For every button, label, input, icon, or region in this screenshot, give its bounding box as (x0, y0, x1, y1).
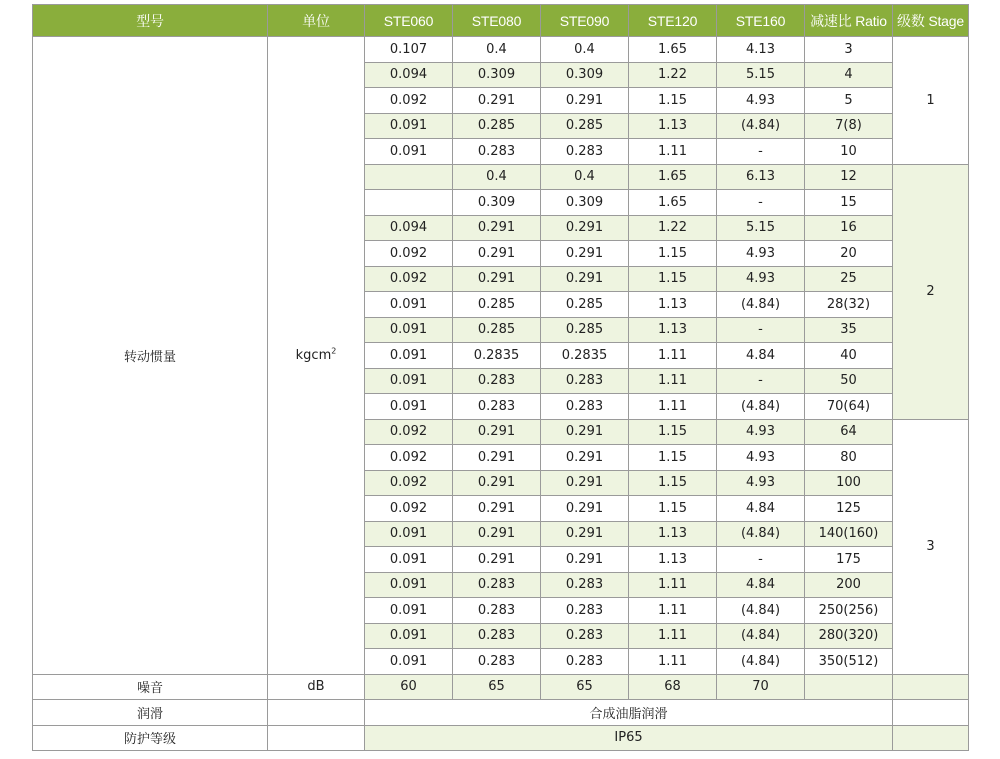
inertia-value-cell: 0.091 (365, 623, 453, 649)
protection-value: IP65 (365, 725, 893, 751)
ratio-cell: 35 (805, 317, 893, 343)
header-model: 型号 (33, 5, 268, 37)
inertia-value-cell: 0.291 (541, 521, 629, 547)
inertia-value-cell: 1.15 (629, 496, 717, 522)
noise-value-cell: 65 (453, 674, 541, 700)
lubrication-value: 合成油脂润滑 (365, 700, 893, 726)
inertia-value-cell: 0.283 (541, 649, 629, 675)
inertia-value-cell: 4.84 (717, 496, 805, 522)
inertia-value-cell: 0.291 (453, 470, 541, 496)
inertia-value-cell: 1.15 (629, 470, 717, 496)
inertia-value-cell: (4.84) (717, 598, 805, 624)
inertia-value-cell: 0.285 (541, 113, 629, 139)
inertia-value-cell: 1.22 (629, 215, 717, 241)
inertia-value-cell: 1.11 (629, 572, 717, 598)
inertia-value-cell: 0.291 (453, 547, 541, 573)
inertia-value-cell: 1.13 (629, 317, 717, 343)
inertia-value-cell: 0.309 (541, 190, 629, 216)
inertia-value-cell: 0.291 (541, 496, 629, 522)
ratio-cell: 80 (805, 445, 893, 471)
ratio-cell: 12 (805, 164, 893, 190)
inertia-value-cell: 1.13 (629, 292, 717, 318)
ratio-cell: 20 (805, 241, 893, 267)
inertia-value-cell: (4.84) (717, 113, 805, 139)
inertia-value-cell: 4.84 (717, 572, 805, 598)
inertia-unit (268, 37, 365, 675)
inertia-value-cell: 0.283 (541, 598, 629, 624)
inertia-value-cell: 0.291 (541, 88, 629, 114)
inertia-value-cell: 0.091 (365, 317, 453, 343)
ratio-cell: 100 (805, 470, 893, 496)
inertia-value-cell: 0.4 (541, 37, 629, 63)
inertia-value-cell: (4.84) (717, 394, 805, 420)
inertia-value-cell: 0.091 (365, 368, 453, 394)
inertia-value-cell: 1.11 (629, 343, 717, 369)
ratio-cell: 350(512) (805, 649, 893, 675)
stage-cell: 3 (893, 419, 969, 674)
inertia-value-cell: (4.84) (717, 521, 805, 547)
inertia-value-cell: 0.4 (453, 37, 541, 63)
inertia-value-cell: 1.13 (629, 521, 717, 547)
noise-stage-empty (893, 674, 969, 700)
inertia-unit-base: kgcm (295, 347, 332, 363)
ratio-cell: 15 (805, 190, 893, 216)
inertia-value-cell: 0.283 (453, 368, 541, 394)
inertia-value-cell: 0.285 (453, 113, 541, 139)
inertia-value-cell: 0.283 (453, 623, 541, 649)
inertia-value-cell: 4.93 (717, 445, 805, 471)
noise-ratio-empty (805, 674, 893, 700)
inertia-value-cell: 1.11 (629, 394, 717, 420)
inertia-value-cell: 0.291 (541, 215, 629, 241)
header-ste060: STE060 (365, 5, 453, 37)
inertia-value-cell: 1.22 (629, 62, 717, 88)
inertia-value-cell: 1.65 (629, 37, 717, 63)
inertia-value-cell: 0.285 (453, 292, 541, 318)
inertia-value-cell: 0.283 (453, 572, 541, 598)
ratio-cell: 28(32) (805, 292, 893, 318)
inertia-value-cell: 0.309 (453, 190, 541, 216)
inertia-value-cell: 0.091 (365, 139, 453, 165)
inertia-value-cell: 1.15 (629, 88, 717, 114)
inertia-value-cell: (4.84) (717, 649, 805, 675)
ratio-cell: 10 (805, 139, 893, 165)
inertia-value-cell: 0.285 (541, 292, 629, 318)
inertia-value-cell: 4.13 (717, 37, 805, 63)
inertia-value-cell: 4.93 (717, 470, 805, 496)
inertia-value-cell: 0.094 (365, 62, 453, 88)
inertia-value-cell: 0.091 (365, 343, 453, 369)
inertia-value-cell: 0.291 (453, 445, 541, 471)
inertia-value-cell: 4.93 (717, 241, 805, 267)
inertia-value-cell: 0.091 (365, 572, 453, 598)
header-ratio: 减速比 Ratio (805, 5, 893, 37)
ratio-cell: 50 (805, 368, 893, 394)
spec-table (32, 4, 969, 751)
inertia-value-cell: 6.13 (717, 164, 805, 190)
ratio-cell: 200 (805, 572, 893, 598)
inertia-value-cell: 4.93 (717, 419, 805, 445)
inertia-value-cell: 0.291 (453, 266, 541, 292)
ratio-cell: 125 (805, 496, 893, 522)
inertia-value-cell: 0.091 (365, 292, 453, 318)
ratio-cell: 250(256) (805, 598, 893, 624)
inertia-value-cell: 0.283 (453, 649, 541, 675)
inertia-value-cell: 0.091 (365, 113, 453, 139)
stage-cell: 2 (893, 164, 969, 419)
inertia-value-cell: 0.091 (365, 598, 453, 624)
inertia-value-cell: (4.84) (717, 292, 805, 318)
inertia-value-cell: 0.285 (453, 317, 541, 343)
stage-cell: 1 (893, 37, 969, 165)
ratio-cell: 175 (805, 547, 893, 573)
inertia-value-cell: 0.2835 (453, 343, 541, 369)
inertia-value-cell: 0.091 (365, 394, 453, 420)
inertia-value-cell: - (717, 368, 805, 394)
inertia-value-cell: 4.93 (717, 266, 805, 292)
header-unit: 单位 (268, 5, 365, 37)
header-ste120: STE120 (629, 5, 717, 37)
inertia-value-cell: 1.15 (629, 266, 717, 292)
inertia-value-cell: 0.2835 (541, 343, 629, 369)
inertia-value-cell: 4.93 (717, 88, 805, 114)
ratio-cell: 5 (805, 88, 893, 114)
ratio-cell: 16 (805, 215, 893, 241)
noise-value-cell: 65 (541, 674, 629, 700)
inertia-value-cell: 0.283 (453, 394, 541, 420)
inertia-value-cell: 0.283 (541, 368, 629, 394)
inertia-value-cell: 0.092 (365, 266, 453, 292)
inertia-value-cell: 1.65 (629, 164, 717, 190)
inertia-value-cell: 0.283 (541, 139, 629, 165)
inertia-value-cell (365, 190, 453, 216)
inertia-value-cell: 0.291 (453, 496, 541, 522)
inertia-value-cell: - (717, 139, 805, 165)
inertia-value-cell: 1.15 (629, 241, 717, 267)
lubrication-label: 润滑 (33, 700, 268, 726)
ratio-cell: 70(64) (805, 394, 893, 420)
inertia-value-cell: 0.4 (453, 164, 541, 190)
ratio-cell: 4 (805, 62, 893, 88)
inertia-value-cell: 0.091 (365, 547, 453, 573)
inertia-value-cell: 0.091 (365, 649, 453, 675)
spec-table-body (33, 37, 969, 751)
inertia-value-cell: 0.283 (541, 623, 629, 649)
noise-value-cell: 60 (365, 674, 453, 700)
protection-row (33, 725, 969, 751)
inertia-value-cell: 0.283 (453, 139, 541, 165)
inertia-value-cell: 0.291 (541, 241, 629, 267)
protection-stage-empty (893, 725, 969, 751)
inertia-value-cell: 0.4 (541, 164, 629, 190)
ratio-cell: 140(160) (805, 521, 893, 547)
ratio-cell: 25 (805, 266, 893, 292)
inertia-value-cell: 0.291 (453, 521, 541, 547)
noise-value-cell: 70 (717, 674, 805, 700)
inertia-value-cell: 1.11 (629, 649, 717, 675)
inertia-value-cell: 1.11 (629, 368, 717, 394)
inertia-value-cell: 1.13 (629, 113, 717, 139)
inertia-value-cell: - (717, 317, 805, 343)
protection-unit-empty (268, 725, 365, 751)
inertia-value-cell: 0.092 (365, 445, 453, 471)
lubrication-row (33, 700, 969, 726)
inertia-value-cell: 0.291 (541, 419, 629, 445)
header-ste160: STE160 (717, 5, 805, 37)
inertia-value-cell: 1.11 (629, 139, 717, 165)
inertia-value-cell: 1.15 (629, 445, 717, 471)
header-ste090: STE090 (541, 5, 629, 37)
inertia-value-cell: 0.094 (365, 215, 453, 241)
noise-label: 噪音 (33, 674, 268, 700)
inertia-value-cell: 5.15 (717, 215, 805, 241)
inertia-value-cell: 0.291 (541, 445, 629, 471)
inertia-value-cell: 0.092 (365, 496, 453, 522)
inertia-value-cell: 0.285 (541, 317, 629, 343)
lubrication-stage-empty (893, 700, 969, 726)
inertia-value-cell: 0.092 (365, 241, 453, 267)
inertia-value-cell: 1.65 (629, 190, 717, 216)
header-ste080: STE080 (453, 5, 541, 37)
inertia-row (33, 37, 969, 63)
ratio-cell: 64 (805, 419, 893, 445)
inertia-value-cell: 1.15 (629, 419, 717, 445)
lubrication-unit-empty (268, 700, 365, 726)
protection-label: 防护等级 (33, 725, 268, 751)
inertia-value-cell: 0.092 (365, 88, 453, 114)
noise-value-cell: 68 (629, 674, 717, 700)
inertia-value-cell: 1.13 (629, 547, 717, 573)
inertia-value-cell: 0.309 (453, 62, 541, 88)
ratio-cell: 280(320) (805, 623, 893, 649)
inertia-value-cell: 0.091 (365, 521, 453, 547)
inertia-value-cell: 0.291 (541, 470, 629, 496)
inertia-value-cell: 1.11 (629, 598, 717, 624)
inertia-value-cell: 0.092 (365, 470, 453, 496)
inertia-value-cell: - (717, 190, 805, 216)
inertia-label: 转动惯量 (33, 37, 268, 675)
inertia-value-cell: 0.291 (453, 88, 541, 114)
noise-unit: dB (268, 674, 365, 700)
inertia-value-cell (365, 164, 453, 190)
ratio-cell: 7(8) (805, 113, 893, 139)
inertia-value-cell: 0.283 (453, 598, 541, 624)
inertia-value-cell: - (717, 547, 805, 573)
inertia-unit-exponent: 2 (331, 346, 337, 356)
inertia-value-cell: 0.291 (453, 241, 541, 267)
noise-row (33, 674, 969, 700)
ratio-cell: 3 (805, 37, 893, 63)
inertia-value-cell: 0.283 (541, 394, 629, 420)
ratio-cell: 40 (805, 343, 893, 369)
inertia-value-cell: 0.092 (365, 419, 453, 445)
header-stage: 级数 Stage (893, 5, 969, 37)
inertia-value-cell: 0.283 (541, 572, 629, 598)
header-row (33, 5, 969, 37)
inertia-value-cell: (4.84) (717, 623, 805, 649)
inertia-value-cell: 0.291 (541, 266, 629, 292)
inertia-value-cell: 0.291 (453, 215, 541, 241)
inertia-value-cell: 0.107 (365, 37, 453, 63)
inertia-value-cell: 0.291 (541, 547, 629, 573)
inertia-value-cell: 0.309 (541, 62, 629, 88)
inertia-value-cell: 0.291 (453, 419, 541, 445)
inertia-value-cell: 5.15 (717, 62, 805, 88)
inertia-value-cell: 1.11 (629, 623, 717, 649)
inertia-value-cell: 4.84 (717, 343, 805, 369)
